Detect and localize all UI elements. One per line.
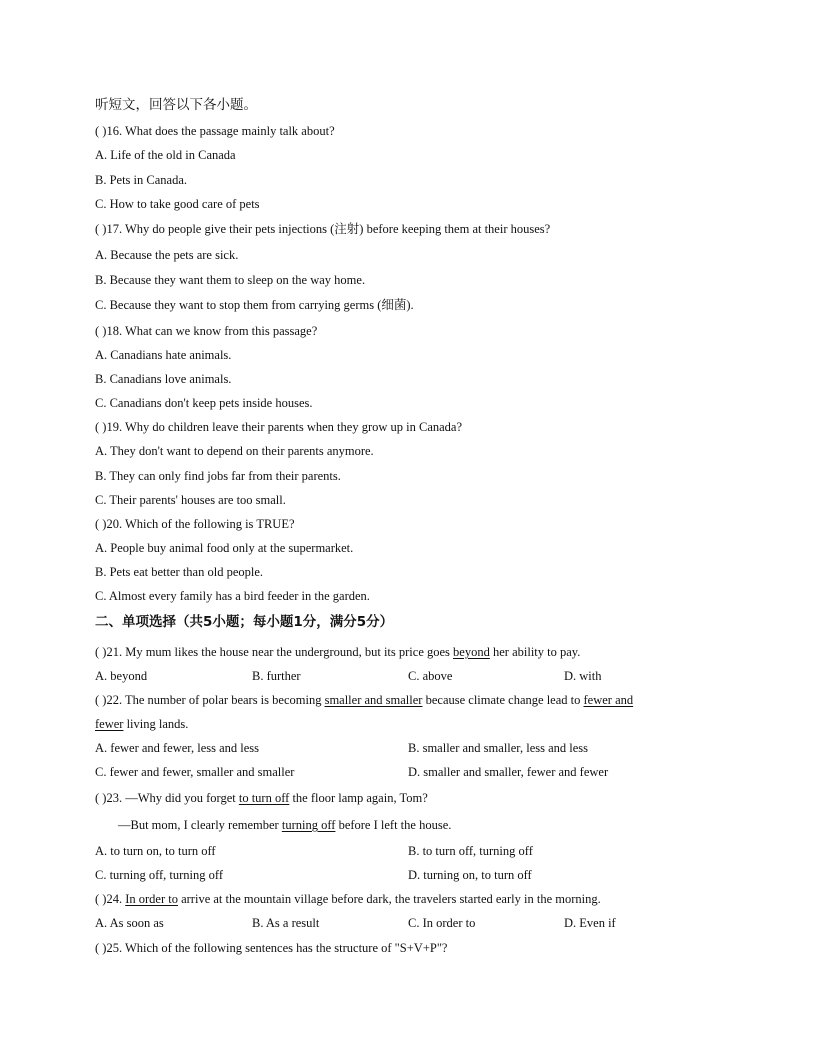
question-22-option-a: A. fewer and fewer, less and less <box>95 741 260 755</box>
question-24 <box>95 891 601 907</box>
question-23-option-b: B. to turn off, turning off <box>408 844 533 858</box>
question-19-option-c: C. Their parents' houses are too small. <box>95 493 286 507</box>
question-16: ( )16. What does the passage mainly talk about? <box>95 124 335 138</box>
question-21-underlined: beyond <box>453 645 490 659</box>
question-24-underlined: In order to <box>125 892 178 906</box>
question-22-underlined-1: smaller and smaller <box>324 693 423 707</box>
question-17: ( )17. Why do people give their pets injections (注射) before keeping them at their houses? <box>95 222 551 236</box>
question-22-option-b: B. smaller and smaller, less and less <box>408 741 589 755</box>
question-16-option-a: A. Life of the old in Canada <box>95 148 236 162</box>
question-21-text-post: her ability to pay. <box>489 645 581 659</box>
question-24-option-b: B. As a result <box>252 916 320 930</box>
question-20-option-b: B. Pets eat better than old people. <box>95 565 264 579</box>
question-24-text-post: arrive at the mountain village before dark, the travelers started early in the morning. <box>177 892 601 906</box>
question-18-option-b: B. Canadians love animals. <box>95 372 232 386</box>
question-24-option-a: A. As soon as <box>95 916 164 930</box>
question-22-underlined-2: fewer and <box>583 693 634 707</box>
question-16-option-b: B. Pets in Canada. <box>95 173 188 187</box>
question-22-text-mid: because climate change lead to <box>422 693 584 707</box>
question-19-option-a: A. They don't want to depend on their parents anymore. <box>95 444 374 458</box>
question-21-option-b: B. further <box>252 669 301 683</box>
question-22-underlined-3: fewer <box>95 717 124 731</box>
question-21-text-pre: ( )21. My mum likes the house near the underground, but its price goes <box>95 645 454 659</box>
question-22-line-2 <box>95 716 188 732</box>
question-21 <box>95 644 580 660</box>
question-23-underlined-2: turning off <box>281 818 336 832</box>
question-22-text-pre: ( )22. The number of polar bears is becoming <box>95 693 325 707</box>
question-24-text-pre: ( )24. <box>95 892 126 906</box>
listening-instruction: 听短文，回答以下各小题。 <box>95 97 257 113</box>
question-24-option-d: D. Even if <box>564 916 616 930</box>
question-23-l2-post: before I left the house. <box>335 818 452 832</box>
question-21-option-d: D. with <box>564 669 602 683</box>
question-20-option-c: C. Almost every family has a bird feeder in the garden. <box>95 589 370 603</box>
question-23-line-2 <box>118 817 451 833</box>
question-18: ( )18. What can we know from this passage? <box>95 324 318 338</box>
question-22 <box>95 692 633 708</box>
question-18-option-a: A. Canadians hate animals. <box>95 348 232 362</box>
question-20-option-a: A. People buy animal food only at the supermarket. <box>95 541 354 555</box>
question-16-option-c: C. How to take good care of pets <box>95 197 260 211</box>
question-17-option-b: B. Because they want them to sleep on the way home. <box>95 273 366 287</box>
question-23-underlined-1: to turn off <box>238 791 290 805</box>
question-21-option-c: C. above <box>408 669 453 683</box>
question-18-option-c: C. Canadians don't keep pets inside houses. <box>95 396 313 410</box>
question-19: ( )19. Why do children leave their parents when they grow up in Canada? <box>95 420 463 434</box>
question-24-option-c: C. In order to <box>408 916 476 930</box>
question-23-option-d: D. turning on, to turn off <box>408 868 532 882</box>
question-25: ( )25. Which of the following sentences has the structure of "S+V+P"? <box>95 941 448 955</box>
question-22-text-post: living lands. <box>123 717 189 731</box>
question-20: ( )20. Which of the following is TRUE? <box>95 517 295 531</box>
question-23-text-post: the floor lamp again, Tom? <box>289 791 428 805</box>
question-23-option-c: C. turning off, turning off <box>95 868 224 882</box>
question-21-option-a: A. beyond <box>95 669 148 683</box>
question-23-text-pre: ( )23. —Why did you forget <box>95 791 239 805</box>
question-23-option-a: A. to turn on, to turn off <box>95 844 216 858</box>
question-23 <box>95 790 428 806</box>
question-22-option-d: D. smaller and smaller, fewer and fewer <box>408 765 609 779</box>
question-19-option-b: B. They can only find jobs far from their parents. <box>95 469 341 483</box>
question-17-option-c: C. Because they want to stop them from carrying germs (细菌). <box>95 298 414 312</box>
question-22-option-c: C. fewer and fewer, smaller and smaller <box>95 765 295 779</box>
question-23-l2-pre: —But mom, I clearly remember <box>118 818 282 832</box>
question-17-option-a: A. Because the pets are sick. <box>95 248 239 262</box>
section-2-heading: 二、单项选择（共5小题；每小题1分，满分5分） <box>95 614 394 630</box>
